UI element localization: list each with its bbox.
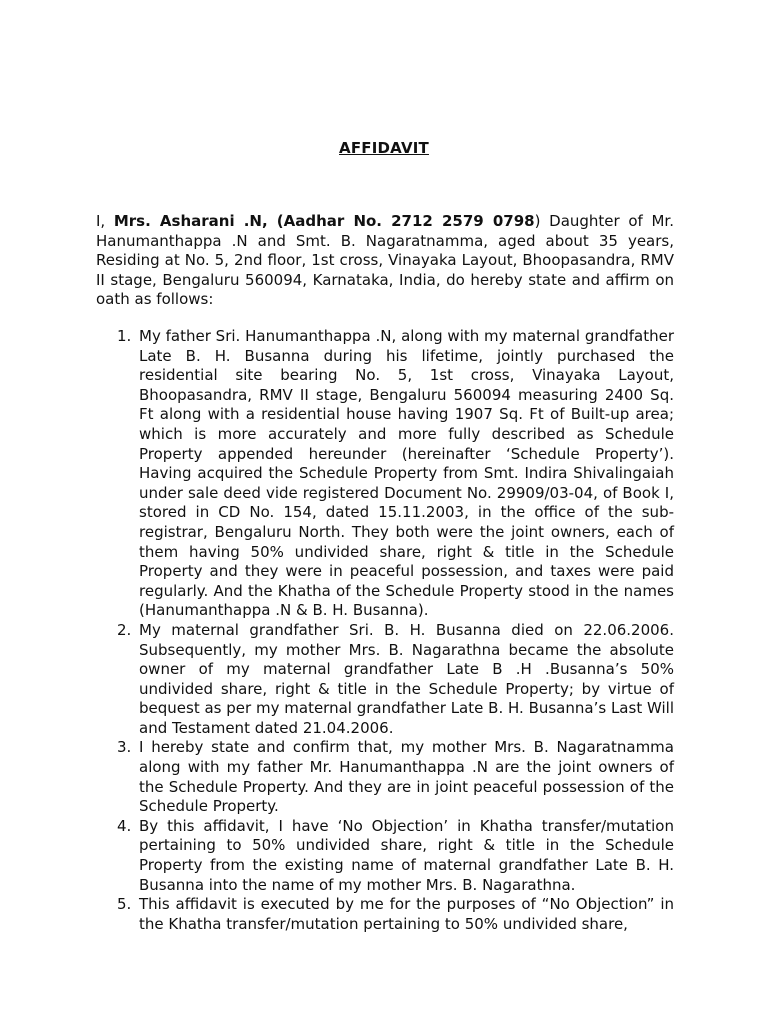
document-title: AFFIDAVIT: [339, 139, 429, 157]
clause-item: [96, 738, 674, 816]
clause-item: [96, 621, 674, 739]
clause-text: My maternal grandfather Sri. B. H. Busanna died on 22.06.2006. Subsequently, my mother Mrs. B. Nagarathna became the absolute owner of my maternal grandfather Late B .H .Busanna’s 50% undivided share, right & title in the Schedule Property; by virtue of bequest as per my maternal grandfather Late B. H. Busanna’s Last Will and Testament dated 21.04.2006.: [139, 620, 674, 737]
intro-lead: I,: [96, 212, 114, 230]
clause-item: [96, 327, 674, 621]
clause-number: 5.: [117, 895, 132, 914]
intro-paragraph: [96, 212, 674, 310]
clause-number: 4.: [117, 816, 132, 835]
clause-text: I hereby state and confirm that, my mother Mrs. B. Nagaratnamma along with my father Mr. Hanumanthappa .N are the joint owners of the Schedule Property. And they are in joint peaceful possession of the Schedule Property.: [139, 738, 674, 816]
intro-rest: ) Daughter of Mr. Hanumanthappa .N and Smt. B. Nagaratnamma, aged about 35 years, Residing at No. 5, 2nd floor, 1st cross, Vinayaka Layout, Bhoopasandra, RMV II stage, Bengaluru 560094, Karnataka, India, do hereby state and affirm on oath as follows:: [96, 212, 674, 309]
clause-text: This affidavit is executed by me for the purposes of “No Objection” in the Khatha transfer/mutation pertaining to 50% undivided share,: [139, 895, 674, 933]
clause-number: 1.: [117, 327, 132, 345]
clause-text: By this affidavit, I have ‘No Objection’ in Khatha transfer/mutation pertaining to 50% undivided share, right & title in the Schedule Property from the existing name of maternal grandfather Late B. H. Busanna into the name of my mother Mrs. B. Nagarathna.: [139, 816, 674, 894]
affidavit-clauses: [96, 327, 674, 934]
clause-text: My father Sri. Hanumanthappa .N, along with my maternal grandfather Late B. H. Busanna during his lifetime, jointly purchased the residential site bearing No. 5, 1st cross, Vinayaka Layout, Bhoopasandra, RMV II stage, Bengaluru 560094 measuring 2400 Sq. Ft along with a residential house having 1907 Sq. Ft of Built-up area; which is more accurately and more fully described as Schedule Property appended hereunder (hereinafter ‘Schedule Property’). Having acquired the Schedule Property from Smt. Indira Shivalingaiah under sale deed vide registered Document No. 29909/03-04, of Book I, stored in CD No. 154, dated 15.11.2003, in the office of the sub-registrar, Bengaluru North. They both were the joint owners, each of them having 50% undivided share, right & title in the Schedule Property and they were in peaceful possession, and taxes were paid regularly. And the Khatha of the Schedule Property stood in the names (Hanumanthappa .N & B. H. Busanna).: [139, 327, 674, 620]
clause-item: [96, 817, 674, 895]
clause-number: 2.: [117, 620, 132, 639]
deponent-name: Mrs. Asharani .N, (Aadhar No. 2712 2579 0798: [113, 212, 535, 230]
clause-item: [96, 895, 674, 934]
clause-number: 3.: [117, 738, 132, 757]
